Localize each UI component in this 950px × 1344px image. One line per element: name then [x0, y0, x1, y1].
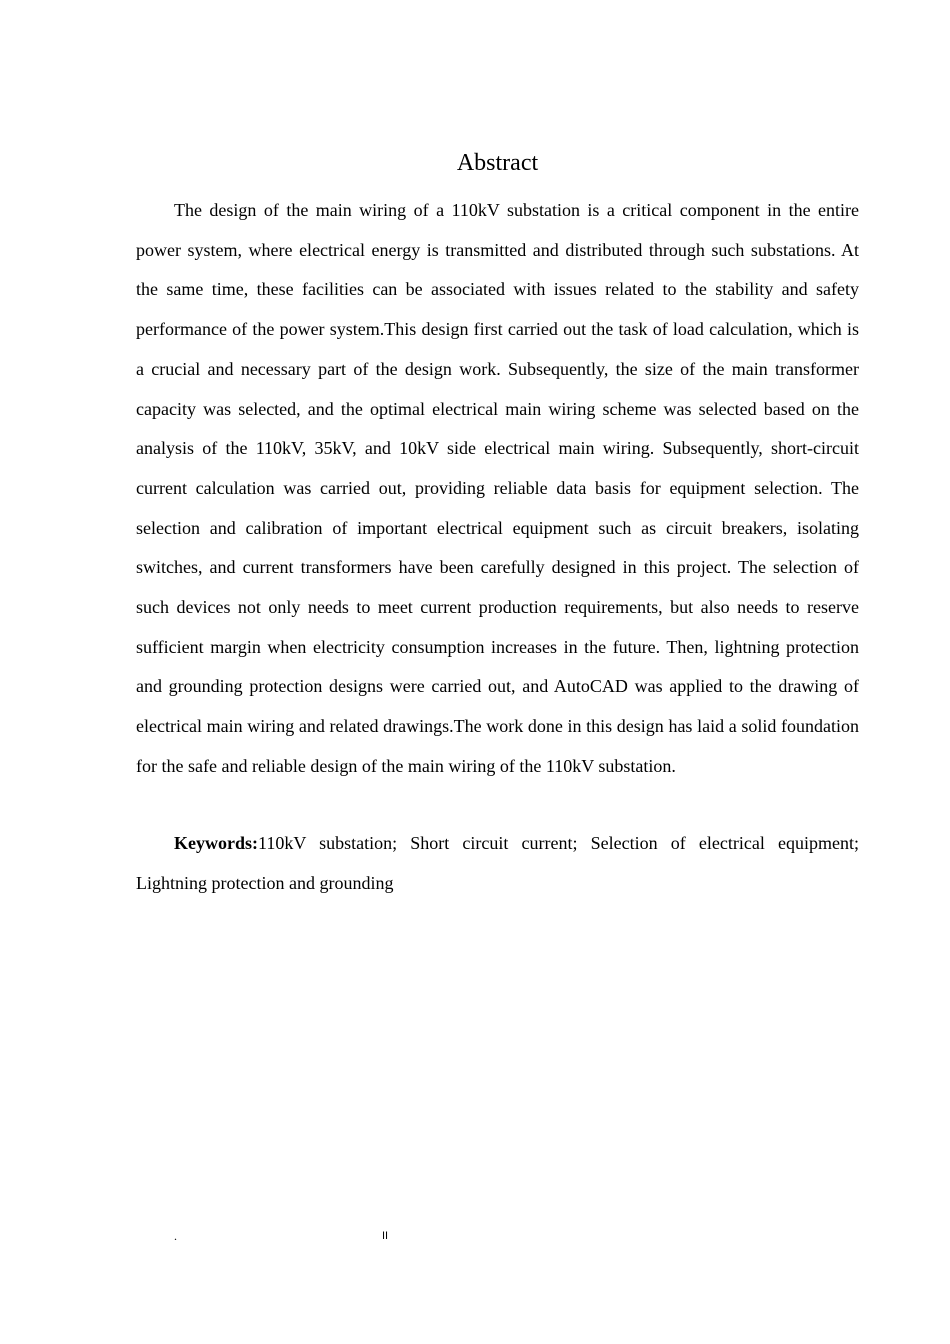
abstract-paragraph: The design of the main wiring of a 110kV substation is a critical component in the entire power system, where electrical energy is transmitted and distributed through such substations. At the same time, these facilities can be associated with issues related to the stability and safety performance of the power system.This design first carried out the task of load calculation, which is a crucial and necessary part of the design work. Subsequently, the size of the main transformer capacity was selected, and the optimal electrical main wiring scheme was selected based on the analysis of the 110kV, 35kV, and 10kV side electrical main wiring. Subsequently, short-circuit current calculation was carried out, providing reliable data basis for equipment selection. The selection and calibration of important electrical equipment such as circuit breakers, isolating switches, and current transformers have been carefully designed in this project. The selection of such devices not only needs to meet current production requirements, but also needs to reserve sufficient margin when electricity consumption increases in the future. Then, lightning protection and grounding protection designs were carried out, and AutoCAD was applied to the drawing of electrical main wiring and related drawings.The work done in this design has laid a solid foundation for the safe and reliable design of the main wiring of the 110kV substation.	[136, 200, 859, 776]
footer-mark: .	[174, 1229, 177, 1243]
abstract-title: Abstract	[456, 150, 539, 176]
page-number: II	[382, 1230, 389, 1242]
keywords-text: 110kV substation; Short circuit current; Selection of electrical equipment; Lightning protection and grounding	[136, 833, 859, 893]
keywords-label: Keywords:	[174, 833, 258, 853]
keywords-paragraph	[136, 824, 859, 903]
